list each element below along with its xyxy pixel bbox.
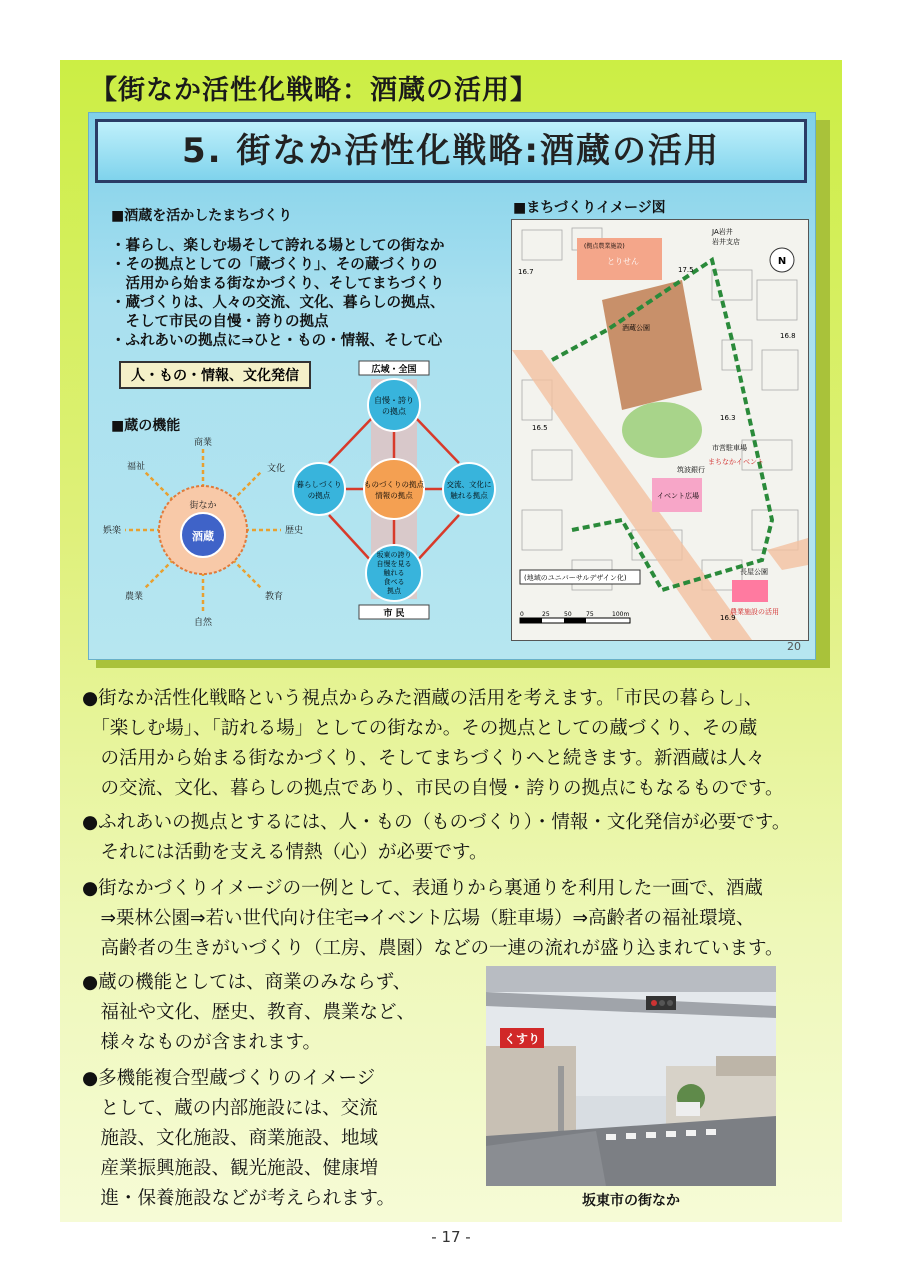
ray-label: 農業: [124, 592, 143, 602]
street-photo: [486, 966, 776, 1186]
paragraph-1: [82, 684, 842, 804]
page-header-title: 【街なか活性化戦略：酒蔵の活用】: [90, 75, 538, 106]
side-road: [767, 538, 808, 570]
info-badge: 人・もの・情報、文化発信: [119, 361, 311, 389]
bottom-node-label: 触れる: [383, 569, 405, 577]
paragraph-line: 産業振興施設、観光施設、健康増: [82, 1158, 379, 1179]
map-label: 17.5: [678, 266, 694, 274]
map-label: 市営駐車場: [712, 444, 747, 452]
section-label-map: ■まちづくりイメージ図: [513, 200, 666, 216]
center-node-label: ものづくりの拠点: [364, 480, 424, 489]
bottom-node-label: 坂東の誇り: [376, 551, 412, 559]
paragraph-line: ●街なか活性化戦略という視点からみた酒蔵の活用を考えます。「市民の暮らし」、: [82, 688, 763, 709]
paragraph-line: として、蔵の内部施設には、交流: [82, 1098, 378, 1119]
slide-bullet: ・蔵づくりは、人々の交流、文化、暮らしの拠点、: [111, 295, 445, 311]
map-label: JA岩井: [712, 228, 733, 236]
left-node-label: 暮らしづくり: [296, 480, 342, 489]
ray-label: 文化: [267, 464, 286, 474]
bottom-tag-label: 市 民: [383, 609, 405, 619]
map-label: 16.9: [720, 614, 736, 622]
ray-label: 福祉: [126, 462, 145, 472]
section-label-kura: ■蔵の機能: [111, 418, 181, 434]
inner-label: 街なか: [189, 501, 217, 511]
scale-label: 100m: [612, 611, 630, 618]
paragraph-5: [82, 1064, 482, 1214]
scale-label: 0: [520, 611, 524, 618]
paragraph-2: [82, 808, 842, 868]
north-label: N: [777, 256, 787, 267]
map-label: (拠点農業施設): [584, 243, 625, 250]
slide-bullet: ・ふれあいの拠点に⇒ひと・もの・情報、そして心: [111, 333, 443, 349]
paragraph-line: 進・保養施設などが考えられます。: [82, 1188, 396, 1209]
paragraph-line: ⇒栗林公園⇒若い世代向け住宅⇒イベント広場（駐車場）⇒高齢者の福祉環境、: [82, 908, 755, 929]
paragraph-line: 施設、文化施設、商業施設、地域: [82, 1128, 379, 1149]
paragraph-line: ●蔵の機能としては、商業のみならず、: [82, 972, 412, 993]
ray-label: 歴史: [285, 526, 303, 536]
map-scale-bar: [520, 611, 630, 623]
paragraph-line: の交流、文化、暮らしの拠点であり、市民の自慢・誇りの拠点にもなるものです。: [82, 778, 784, 799]
slide-bullet: そして市民の自慢・誇りの拠点: [111, 314, 329, 330]
slide-number: 20: [787, 640, 801, 653]
paragraph-line: 「楽しむ場」、「訪れる場」としての街なか。その拠点としての蔵づくり、その蔵: [82, 718, 758, 739]
left-node: [293, 463, 345, 515]
map-label: 筑波銀行: [677, 466, 705, 474]
paragraph-line: ●街なかづくりイメージの一例として、表通りから裏通りを利用した一画で、酒蔵: [82, 878, 763, 899]
right-node-label: 交流、文化に: [446, 480, 492, 489]
slide-bullet-list: [111, 237, 491, 351]
slide-bullet: ・暮らし、楽しむ場そして誇れる場としての街なか: [111, 238, 445, 254]
base-relationship-diagram: [289, 359, 507, 621]
paragraph-line: それには活動を支える情熱（心）が必要です。: [82, 842, 488, 863]
truck: [676, 1102, 700, 1116]
paragraph-line: 福祉や文化、歴史、教育、農業など、: [82, 1002, 416, 1023]
paragraph-line: の活用から始まる街なかづくり、そしてまちづくりへと続きます。新酒蔵は人々: [82, 748, 765, 769]
street-photo-drawing: [486, 966, 776, 1186]
top-node-label: の拠点: [382, 407, 406, 416]
map-label: 16.5: [532, 424, 548, 432]
map-label: イベント広場: [657, 492, 699, 500]
map-label: (地域のユニバーサルデザイン化): [524, 574, 627, 582]
map-label: 岩井支店: [712, 238, 740, 246]
center-node: [364, 459, 424, 519]
map-label: 酒蔵公園: [622, 324, 650, 332]
photo-caption: 坂東市の街なか: [582, 1193, 680, 1209]
scale-label: 25: [542, 611, 550, 618]
top-tag-label: 広域・全国: [371, 365, 417, 375]
map-label: 16.8: [780, 332, 796, 340]
farm-facility: [732, 580, 768, 602]
slide-bullet: 活用から始まる街なかづくり、そしてまちづくり: [111, 276, 445, 292]
ray-label: 自然: [193, 618, 213, 628]
right-node: [443, 463, 495, 515]
slide-panel: [88, 112, 816, 660]
paragraph-3: [82, 874, 842, 964]
drugstore-sign-text: くすり: [503, 1032, 541, 1046]
paragraph-4: [82, 968, 482, 1058]
slide-bullet: ・その拠点としての「蔵づくり」、その蔵づくりの: [111, 257, 438, 273]
scale-label: 75: [586, 611, 594, 618]
right-node-label: 触れる拠点: [450, 491, 488, 500]
bottom-node-label: 自慢を見る: [376, 560, 412, 568]
kura-function-diagram: [103, 431, 303, 629]
paragraph-line: 様々なものが含まれます。: [82, 1032, 322, 1053]
paragraph-line: ●多機能複合型蔵づくりのイメージ: [82, 1068, 376, 1089]
sakagura-block: [602, 280, 702, 410]
center-node-label: 情報の拠点: [375, 491, 413, 500]
park-area: [622, 402, 702, 458]
bottom-node-label: 食べる: [383, 578, 405, 586]
top-node-label: 自慢・誇り: [374, 396, 414, 405]
ray-label: 教育: [265, 592, 284, 602]
core-label: 酒蔵: [192, 530, 214, 543]
map-drawing: [512, 220, 808, 640]
scale-label: 50: [564, 611, 572, 618]
slide-title: 5. 街なか活性化戦略:酒蔵の活用: [95, 119, 807, 183]
map-label: 16.7: [518, 268, 534, 276]
town-image-map: [511, 219, 809, 641]
map-label: とりせん: [607, 257, 639, 266]
left-node-label: の拠点: [307, 491, 331, 500]
section-label-machizukuri: ■酒蔵を活かしたまちづくり: [111, 208, 293, 224]
map-label: まちなかイベント: [708, 458, 764, 466]
paragraph-line: 高齢者の生きがいづくり（工房、農園）などの一連の流れが盛り込まれています。: [82, 938, 784, 959]
map-label: 農業施設の活用: [730, 608, 779, 616]
overpass: [486, 966, 776, 992]
map-label: 16.3: [720, 414, 736, 422]
ray-label: 娯楽: [103, 526, 121, 536]
page-number: - 17 -: [431, 1228, 471, 1246]
paragraph-line: ●ふれあいの拠点とするには、人・もの（ものづくり）・情報・文化発信が必要です。: [82, 812, 791, 833]
map-label: 長屋公園: [740, 568, 768, 576]
ray-label: 商業: [193, 438, 213, 448]
top-node: [368, 379, 420, 431]
bottom-node-label: 拠点: [387, 587, 401, 595]
